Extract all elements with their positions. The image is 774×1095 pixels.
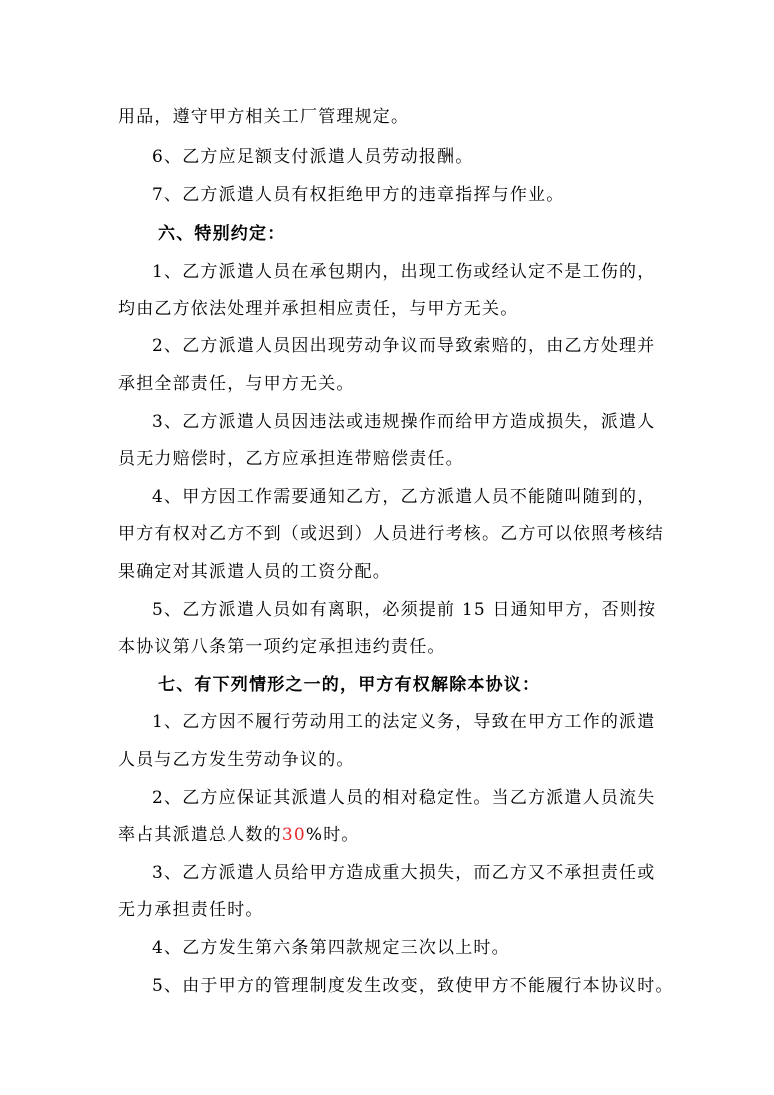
text-line: 员无力赔偿时，乙方应承担连带赔偿责任。 [118,449,464,469]
text-line: 3、乙方派遣人员给甲方造成重大损失，而乙方又不承担责任或 [152,863,656,883]
text-line: 甲方有权对乙方不到（或迟到）人员进行考核。乙方可以依照考核结 [118,524,664,544]
text-line: 1、乙方因不履行劳动用工的法定义务，导致在甲方工作的派遣 [152,712,656,732]
text-line: 2、乙方应保证其派遣人员的相对稳定性。当乙方派遣人员流失 [152,788,656,808]
text-line: 1、乙方派遣人员在承包期内，出现工伤或经认定不是工伤的， [152,262,656,282]
text-line: 用品，遵守甲方相关工厂管理规定。 [118,107,410,127]
text-line: 4、乙方发生第六条第四款规定三次以上时。 [152,938,510,958]
text-line: 承担全部责任，与甲方无关。 [118,374,355,394]
text-line: 无力承担责任时。 [118,900,264,920]
text-line: 4、甲方因工作需要通知乙方，乙方派遣人员不能随叫随到的， [152,487,656,507]
text-line-rate [118,823,360,847]
text-line: 果确定对其派遣人员的工资分配。 [118,562,391,582]
text-line: 本协议第八条第一项约定承担违约责任。 [118,637,446,657]
text-line: 5、乙方派遣人员如有离职，必须提前 15 日通知甲方，否则按 [152,600,657,620]
text-line: 2、乙方派遣人员因出现劳动争议而导致索赔的，由乙方处理并 [152,336,656,356]
rate-suffix: %时。 [305,825,360,845]
section-heading: 六、特别约定： [158,224,286,244]
rate-value: 30 [281,825,306,845]
text-line: 5、由于甲方的管理制度发生改变，致使甲方不能履行本协议时。 [152,976,674,996]
rate-prefix: 率占其派遣总人数的 [118,825,282,845]
text-line: 7、乙方派遣人员有权拒绝甲方的违章指挥与作业。 [152,185,565,205]
text-line: 人员与乙方发生劳动争议的。 [118,750,355,770]
text-line: 均由乙方依法处理并承担相应责任，与甲方无关。 [118,299,519,319]
text-line: 6、乙方应足额支付派遣人员劳动报酬。 [152,147,474,167]
section-heading: 七、有下列情形之一的，甲方有权解除本协议： [158,675,541,695]
text-line: 3、乙方派遣人员因违法或违规操作而给甲方造成损失，派遣人 [152,412,656,432]
